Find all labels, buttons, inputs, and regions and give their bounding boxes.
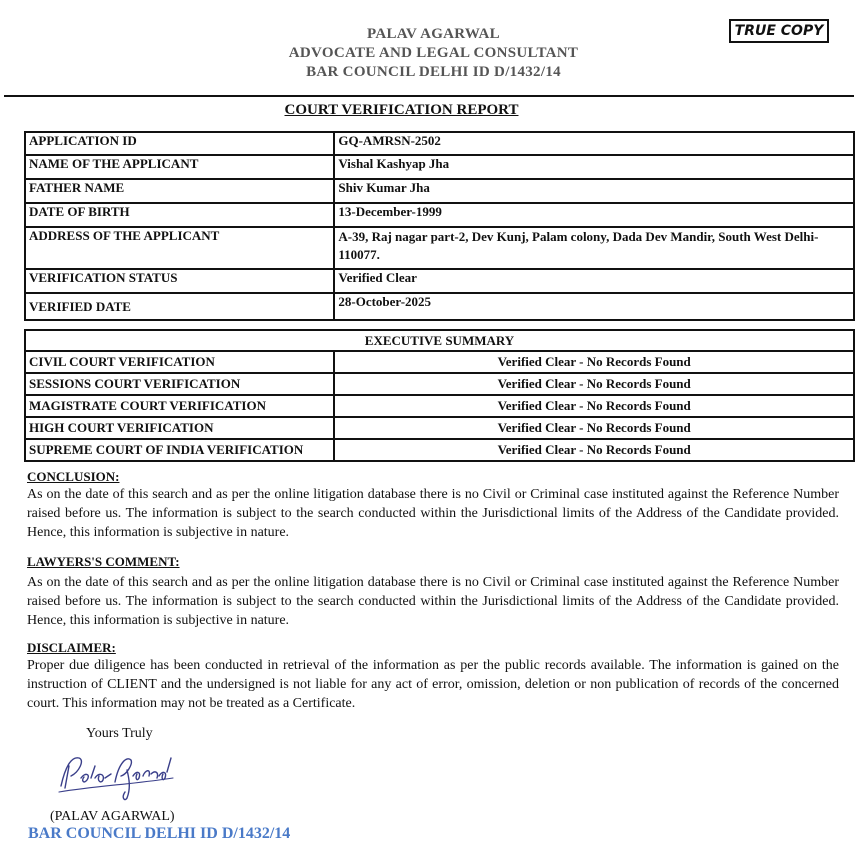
table-row	[25, 179, 854, 203]
detail-value: Vishal Kashyap Jha	[334, 155, 854, 179]
table-row	[25, 330, 854, 351]
table-row	[25, 227, 854, 269]
detail-label: NAME OF THE APPLICANT	[25, 155, 334, 179]
closing-text: Yours Truly	[86, 726, 153, 741]
summary-value: Verified Clear - No Records Found	[334, 439, 854, 461]
detail-value: 13-December-1999	[334, 203, 854, 227]
true-copy-stamp: TRUE COPY	[729, 19, 829, 43]
report-title: COURT VERIFICATION REPORT	[284, 102, 519, 118]
detail-value: Verified Clear	[334, 269, 854, 293]
lawyers-comment-heading: LAWYERS'S COMMENT:	[27, 554, 180, 569]
summary-value: Verified Clear - No Records Found	[334, 351, 854, 373]
detail-label: VERIFIED DATE	[25, 293, 334, 320]
disclaimer-text: Proper due diligence has been conducted in retrieval of the information as per the public records available. The information is gained on the instruction of CLIENT and the undersigned is not liable for any act of error, omission, deletion or non publication of records of the concerned court. This information may not be treated as a Certificate.	[27, 658, 839, 711]
applicant-details-table	[24, 131, 855, 321]
executive-summary-table	[24, 329, 855, 462]
table-row	[25, 293, 854, 320]
detail-label: ADDRESS OF THE APPLICANT	[25, 227, 334, 269]
detail-value: 28-October-2025	[334, 293, 854, 320]
table-row	[25, 269, 854, 293]
signature-image	[55, 748, 180, 803]
table-row	[25, 203, 854, 227]
summary-heading: EXECUTIVE SUMMARY	[25, 330, 854, 351]
table-row	[25, 373, 854, 395]
summary-label: SESSIONS COURT VERIFICATION	[25, 373, 334, 395]
detail-value: A-39, Raj nagar part-2, Dev Kunj, Palam colony, Dada Dev Mandir, South West Delhi-110077.	[334, 227, 854, 269]
advocate-bar-id: BAR COUNCIL DELHI ID D/1432/14	[306, 64, 561, 80]
header-divider	[4, 95, 854, 97]
summary-label: MAGISTRATE COURT VERIFICATION	[25, 395, 334, 417]
detail-label: DATE OF BIRTH	[25, 203, 334, 227]
detail-label: VERIFICATION STATUS	[25, 269, 334, 293]
signatory-name: (PALAV AGARWAL)	[50, 809, 175, 824]
summary-value: Verified Clear - No Records Found	[334, 373, 854, 395]
detail-label: APPLICATION ID	[25, 132, 334, 155]
table-row	[25, 439, 854, 461]
detail-value: Shiv Kumar Jha	[334, 179, 854, 203]
summary-label: HIGH COURT VERIFICATION	[25, 417, 334, 439]
summary-value: Verified Clear - No Records Found	[334, 395, 854, 417]
summary-label: CIVIL COURT VERIFICATION	[25, 351, 334, 373]
table-row	[25, 395, 854, 417]
disclaimer-heading: DISCLAIMER:	[27, 640, 116, 655]
lawyers-comment-text: As on the date of this search and as per the online litigation database there is no Civil or Criminal case instituted against the Reference Number raised before us. The information is subject to the search conducted within the Jurisdictional limits of the Address of the Candidate provided. Hence, this information is subjective in nature.	[27, 575, 839, 628]
table-row	[25, 417, 854, 439]
table-row	[25, 351, 854, 373]
signatory-bar-id: BAR COUNCIL DELHI ID D/1432/14	[28, 825, 291, 842]
advocate-designation: ADVOCATE AND LEGAL CONSULTANT	[288, 45, 579, 61]
summary-label: SUPREME COURT OF INDIA VERIFICATION	[25, 439, 334, 461]
summary-value: Verified Clear - No Records Found	[334, 417, 854, 439]
detail-label: FATHER NAME	[25, 179, 334, 203]
advocate-name: PALAV AGARWAL	[367, 26, 500, 42]
conclusion-heading: CONCLUSION:	[27, 469, 120, 484]
table-row	[25, 155, 854, 179]
detail-value: GQ-AMRSN-2502	[334, 132, 854, 155]
conclusion-text: As on the date of this search and as per the online litigation database there is no Civil or Criminal case instituted against the Reference Number raised before us. The information is subject to the search conducted within the Jurisdictional limits of the Address of the Candidate provided. Hence, this information is subjective in nature.	[27, 487, 839, 540]
table-row	[25, 132, 854, 155]
